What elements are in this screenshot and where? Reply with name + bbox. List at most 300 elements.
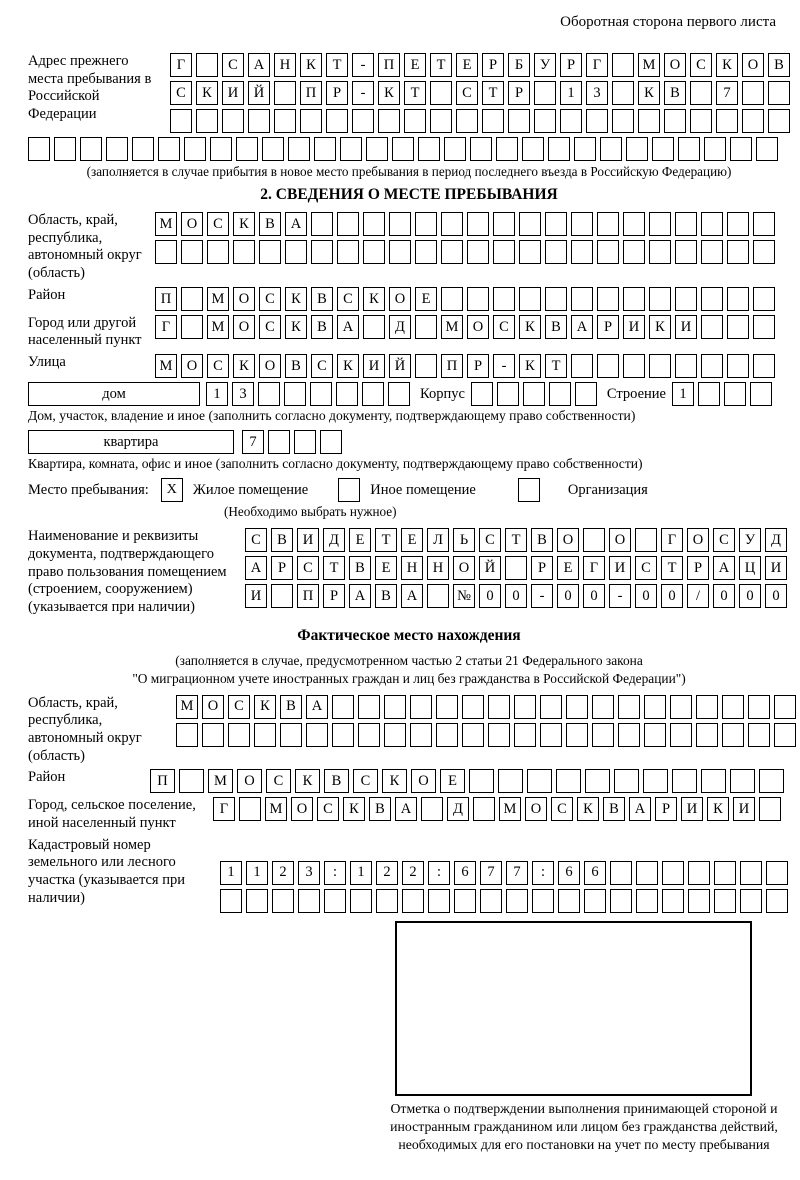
char-cell — [701, 287, 723, 311]
grid-row — [170, 109, 790, 133]
char-cell — [714, 889, 736, 913]
char-cell: - — [352, 81, 374, 105]
char-cell: М — [441, 315, 463, 339]
char-cell — [571, 354, 593, 378]
char-cell — [336, 382, 358, 406]
char-cell: А — [401, 584, 423, 608]
char-cell: Й — [389, 354, 411, 378]
previous-address-grid — [170, 53, 790, 133]
char-cell — [222, 109, 244, 133]
fact-note-1: (заполняется в случае, предусмотренном частью 2 статьи 21 Федерального закона — [175, 652, 643, 668]
char-cell: В — [369, 797, 391, 821]
char-cell: О — [291, 797, 313, 821]
house-number-cells — [206, 382, 410, 406]
char-cell — [456, 109, 478, 133]
char-cell: А — [629, 797, 651, 821]
char-cell: Й — [248, 81, 270, 105]
char-cell: 1 — [246, 861, 268, 885]
char-cell: С — [207, 212, 229, 236]
char-cell: Р — [467, 354, 489, 378]
char-cell: 1 — [672, 382, 694, 406]
field-fact-rayon — [28, 769, 790, 793]
char-cell: С — [635, 556, 657, 580]
char-cell: К — [638, 81, 660, 105]
char-cell — [310, 382, 332, 406]
char-cell: В — [311, 287, 333, 311]
char-cell — [759, 797, 781, 821]
char-cell — [571, 240, 593, 264]
char-cell — [698, 382, 720, 406]
field-gorod — [28, 315, 790, 350]
char-cell — [701, 769, 726, 793]
fact-title: Фактическое место нахождения — [297, 626, 521, 644]
char-cell: : — [324, 861, 346, 885]
char-cell: С — [222, 53, 244, 77]
char-cell: 0 — [739, 584, 761, 608]
char-cell — [462, 723, 484, 747]
char-cell — [675, 287, 697, 311]
char-cell: Е — [415, 287, 437, 311]
char-cell: М — [208, 769, 233, 793]
char-cell — [436, 723, 458, 747]
field-ulitsa — [28, 354, 790, 378]
char-cell — [202, 723, 224, 747]
char-cell: В — [271, 528, 293, 552]
grid-row — [220, 861, 788, 885]
char-cell — [675, 354, 697, 378]
char-cell — [740, 889, 762, 913]
char-cell: И — [733, 797, 755, 821]
grid-row — [213, 797, 781, 832]
char-cell — [652, 137, 674, 161]
grid-row — [155, 287, 775, 311]
grid-row-full-width — [28, 137, 790, 161]
char-cell: О — [237, 769, 262, 793]
char-cell: 0 — [505, 584, 527, 608]
grid-row — [245, 528, 787, 552]
char-cell — [179, 769, 204, 793]
char-cell — [519, 212, 541, 236]
char-cell: С — [479, 528, 501, 552]
apartment-type-box: квартира — [28, 430, 234, 454]
char-cell: Г — [155, 315, 177, 339]
char-cell: С — [259, 315, 281, 339]
char-cell: Р — [326, 81, 348, 105]
char-cell — [506, 889, 528, 913]
char-cell — [441, 287, 463, 311]
char-cell: И — [765, 556, 787, 580]
char-cell — [688, 889, 710, 913]
char-cell — [210, 137, 232, 161]
char-cell — [158, 137, 180, 161]
char-cell — [545, 287, 567, 311]
char-cell: Е — [375, 556, 397, 580]
char-cell: / — [687, 584, 709, 608]
char-cell: 0 — [661, 584, 683, 608]
char-cell — [246, 889, 268, 913]
char-cell: М — [155, 212, 177, 236]
char-cell: С — [551, 797, 573, 821]
char-cell — [727, 354, 749, 378]
grid-row — [245, 584, 787, 608]
char-cell — [436, 695, 458, 719]
char-cell — [358, 723, 380, 747]
char-cell — [519, 287, 541, 311]
char-cell: О — [259, 354, 281, 378]
char-cell — [262, 137, 284, 161]
char-cell — [610, 861, 632, 885]
char-cell: В — [285, 354, 307, 378]
char-cell: А — [395, 797, 417, 821]
char-cell: Р — [687, 556, 709, 580]
char-cell — [384, 723, 406, 747]
char-cell: С — [207, 354, 229, 378]
char-cell — [701, 315, 723, 339]
char-cell: - — [352, 53, 374, 77]
char-cell: М — [638, 53, 660, 77]
char-cell: А — [245, 556, 267, 580]
char-cell: М — [265, 797, 287, 821]
char-cell: В — [768, 53, 790, 77]
char-cell — [534, 109, 556, 133]
char-cell — [415, 354, 437, 378]
char-cell: 7 — [242, 430, 264, 454]
char-cell: 2 — [376, 861, 398, 885]
char-cell — [768, 109, 790, 133]
char-cell — [294, 430, 316, 454]
char-cell — [340, 137, 362, 161]
char-cell — [612, 53, 634, 77]
char-cell: 1 — [350, 861, 372, 885]
char-cell — [337, 212, 359, 236]
char-cell: С — [713, 528, 735, 552]
char-cell: Р — [655, 797, 677, 821]
field-label: Город, сельское поселение, иной населенный пункт — [28, 797, 196, 831]
char-cell — [701, 240, 723, 264]
char-cell: О — [687, 528, 709, 552]
char-cell — [444, 137, 466, 161]
char-cell: 1 — [220, 861, 242, 885]
char-cell — [363, 315, 385, 339]
char-cell — [614, 769, 639, 793]
char-cell — [575, 382, 597, 406]
char-cell: М — [176, 695, 198, 719]
char-cell: 2 — [272, 861, 294, 885]
char-cell: Г — [170, 53, 192, 77]
char-cell — [196, 109, 218, 133]
char-cell: Т — [545, 354, 567, 378]
char-cell — [363, 212, 385, 236]
char-cell — [384, 695, 406, 719]
char-cell: С — [317, 797, 339, 821]
char-cell: Е — [557, 556, 579, 580]
char-cell — [586, 109, 608, 133]
char-cell: 2 — [402, 861, 424, 885]
char-cell: С — [170, 81, 192, 105]
char-cell: Г — [586, 53, 608, 77]
char-cell — [696, 695, 718, 719]
char-cell — [326, 109, 348, 133]
char-cell — [228, 723, 250, 747]
char-cell: П — [297, 584, 319, 608]
char-cell: Л — [427, 528, 449, 552]
char-cell — [467, 287, 489, 311]
char-cell — [678, 137, 700, 161]
char-cell: С — [311, 354, 333, 378]
char-cell: Ь — [453, 528, 475, 552]
char-cell — [306, 723, 328, 747]
grid-row — [155, 315, 775, 350]
char-cell: С — [337, 287, 359, 311]
char-cell: Ц — [739, 556, 761, 580]
char-cell — [722, 723, 744, 747]
char-cell — [592, 723, 614, 747]
char-cell — [320, 430, 342, 454]
char-cell: В — [603, 797, 625, 821]
char-cell — [549, 382, 571, 406]
char-cell: О — [609, 528, 631, 552]
char-cell: Т — [404, 81, 426, 105]
char-cell — [410, 723, 432, 747]
char-cell: В — [664, 81, 686, 105]
char-cell: 3 — [298, 861, 320, 885]
char-cell — [690, 109, 712, 133]
char-cell — [427, 584, 449, 608]
char-cell: 0 — [635, 584, 657, 608]
confirmation-mark-caption: Отметка о подтверждении выполнения принимающей стороной и иностранным гражданином или лицом без гражданства действий, необходимых для его постановки на учет по месту пребывания — [390, 1100, 778, 1152]
char-cell: К — [343, 797, 365, 821]
char-cell: Т — [482, 81, 504, 105]
char-cell: 6 — [454, 861, 476, 885]
char-cell — [497, 382, 519, 406]
char-cell — [742, 109, 764, 133]
char-cell — [649, 287, 671, 311]
char-cell — [418, 137, 440, 161]
char-cell: О — [181, 354, 203, 378]
char-cell — [184, 137, 206, 161]
char-cell — [618, 695, 640, 719]
char-cell — [220, 889, 242, 913]
char-cell: А — [306, 695, 328, 719]
char-cell — [730, 137, 752, 161]
char-cell — [181, 315, 203, 339]
char-cell — [480, 889, 502, 913]
char-cell: Т — [661, 556, 683, 580]
stay-type-note: (Необходимо выбрать нужное) — [224, 504, 397, 520]
char-cell: Т — [323, 556, 345, 580]
previous-address-note: (заполняется в случае прибытия в новое место пребывания в период последнего въезда в Российскую Федерацию) — [86, 164, 732, 179]
char-cell — [675, 240, 697, 264]
char-cell — [766, 861, 788, 885]
char-cell — [727, 240, 749, 264]
char-cell — [332, 723, 354, 747]
char-cell: В — [375, 584, 397, 608]
char-cell: П — [300, 81, 322, 105]
char-cell — [623, 287, 645, 311]
char-cell — [410, 695, 432, 719]
char-cell — [623, 240, 645, 264]
char-cell — [362, 382, 384, 406]
char-cell — [532, 889, 554, 913]
field-cadastre — [28, 837, 790, 913]
grid-row — [155, 212, 775, 236]
char-cell — [597, 240, 619, 264]
char-cell — [350, 889, 372, 913]
char-cell — [748, 723, 770, 747]
char-cell — [272, 889, 294, 913]
char-cell — [600, 137, 622, 161]
char-cell: 0 — [479, 584, 501, 608]
grid-row — [245, 556, 787, 580]
char-cell: В — [349, 556, 371, 580]
char-cell — [675, 212, 697, 236]
char-cell — [285, 240, 307, 264]
char-cell — [690, 81, 712, 105]
option-inoe-label: Иное помещение — [370, 481, 476, 498]
grid-row — [170, 53, 790, 77]
char-cell — [493, 287, 515, 311]
char-cell — [254, 723, 276, 747]
char-cell — [556, 769, 581, 793]
char-cell: А — [285, 212, 307, 236]
char-cell — [300, 109, 322, 133]
char-cell — [714, 861, 736, 885]
char-cell: Е — [440, 769, 465, 793]
char-cell: Е — [404, 53, 426, 77]
char-cell — [498, 769, 523, 793]
char-cell — [566, 723, 588, 747]
char-cell — [560, 109, 582, 133]
char-cell — [523, 382, 545, 406]
char-cell — [421, 797, 443, 821]
char-cell: В — [324, 769, 349, 793]
char-cell: № — [453, 584, 475, 608]
apartment-row — [28, 430, 790, 454]
checkbox-inoe — [338, 478, 360, 502]
char-cell — [430, 109, 452, 133]
char-cell — [724, 382, 746, 406]
char-cell — [389, 212, 411, 236]
char-cell — [636, 861, 658, 885]
char-cell — [644, 695, 666, 719]
char-cell — [662, 889, 684, 913]
char-cell: Н — [274, 53, 296, 77]
char-cell: К — [378, 81, 400, 105]
confirmation-mark-box — [395, 921, 752, 1096]
char-cell: Г — [213, 797, 235, 821]
char-cell: К — [716, 53, 738, 77]
char-cell: У — [739, 528, 761, 552]
char-cell — [332, 695, 354, 719]
char-cell — [496, 137, 518, 161]
char-cell — [636, 889, 658, 913]
char-cell: К — [285, 315, 307, 339]
char-cell: П — [378, 53, 400, 77]
char-cell — [233, 240, 255, 264]
char-cell — [623, 354, 645, 378]
grid-row — [155, 354, 775, 378]
char-cell — [558, 889, 580, 913]
char-cell: У — [534, 53, 556, 77]
char-cell: М — [499, 797, 521, 821]
house-row — [28, 382, 790, 406]
char-cell — [415, 240, 437, 264]
char-cell: Р — [597, 315, 619, 339]
char-cell — [688, 861, 710, 885]
char-cell — [585, 769, 610, 793]
field-previous-address — [28, 53, 790, 133]
char-cell — [766, 889, 788, 913]
char-cell — [488, 723, 510, 747]
char-cell — [239, 797, 261, 821]
char-cell: П — [155, 287, 177, 311]
char-cell — [366, 137, 388, 161]
char-cell — [696, 723, 718, 747]
char-cell: 0 — [713, 584, 735, 608]
char-cell: С — [353, 769, 378, 793]
char-cell — [488, 695, 510, 719]
char-cell — [389, 240, 411, 264]
char-cell: О — [411, 769, 436, 793]
char-cell: О — [181, 212, 203, 236]
char-cell — [392, 137, 414, 161]
char-cell — [132, 137, 154, 161]
char-cell — [753, 315, 775, 339]
char-cell — [571, 287, 593, 311]
char-cell — [635, 528, 657, 552]
char-cell — [662, 861, 684, 885]
char-cell — [522, 137, 544, 161]
char-cell — [753, 287, 775, 311]
char-cell — [638, 109, 660, 133]
char-cell: К — [519, 354, 541, 378]
char-cell: 7 — [716, 81, 738, 105]
char-cell: К — [233, 212, 255, 236]
field-rayon — [28, 287, 790, 311]
char-cell — [701, 354, 723, 378]
char-cell — [545, 240, 567, 264]
char-cell: Т — [430, 53, 452, 77]
char-cell: И — [297, 528, 319, 552]
char-cell: В — [531, 528, 553, 552]
char-cell — [155, 240, 177, 264]
char-cell — [274, 81, 296, 105]
char-cell — [571, 212, 593, 236]
char-cell: Е — [401, 528, 423, 552]
char-cell — [471, 382, 493, 406]
char-cell: В — [280, 695, 302, 719]
char-cell — [415, 315, 437, 339]
char-cell: И — [623, 315, 645, 339]
char-cell — [388, 382, 410, 406]
char-cell — [274, 109, 296, 133]
char-cell: 0 — [765, 584, 787, 608]
char-cell: К — [295, 769, 320, 793]
char-cell: А — [349, 584, 371, 608]
char-cell — [597, 212, 619, 236]
grid-row — [170, 81, 790, 105]
house-type-box: дом — [28, 382, 200, 406]
char-cell — [311, 212, 333, 236]
char-cell: К — [519, 315, 541, 339]
char-cell — [467, 212, 489, 236]
char-cell — [574, 137, 596, 161]
char-cell — [514, 723, 536, 747]
char-cell — [753, 240, 775, 264]
char-cell — [482, 109, 504, 133]
korpus-cells — [471, 382, 597, 406]
field-label: Область, край, республика, автономный округ (область) — [28, 212, 142, 282]
